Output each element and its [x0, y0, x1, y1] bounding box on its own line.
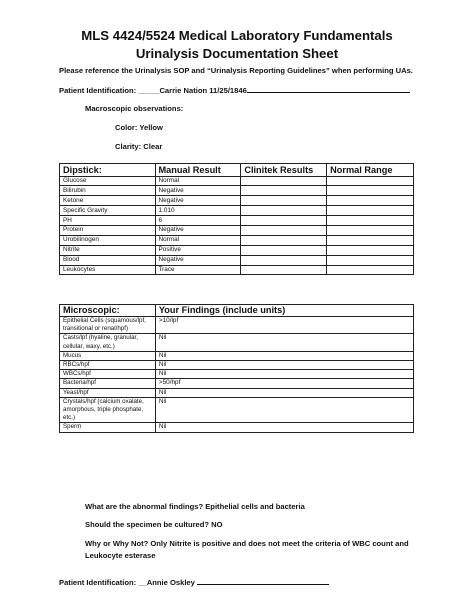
microscopic-item-name: Mucus: [60, 351, 156, 360]
normal-range-cell: [327, 206, 414, 216]
microscopic-item-name: Sperm: [60, 423, 156, 432]
normal-range-header: Normal Range: [327, 164, 414, 177]
dipstick-test-name: Ketone: [60, 196, 156, 206]
dipstick-test-name: Leukocytes: [60, 265, 156, 275]
microscopic-row: [60, 317, 414, 334]
manual-result-cell: Negative: [155, 196, 241, 206]
microscopic-row: [60, 351, 414, 360]
dipstick-test-name: Protein: [60, 225, 156, 235]
microscopic-row: [60, 397, 414, 423]
microscopic-table: [59, 304, 414, 433]
dipstick-row: [60, 186, 414, 196]
finding-cell: Nil: [155, 334, 413, 351]
clinitek-results-header: Clinitek Results: [241, 164, 327, 177]
finding-cell: Nil: [155, 361, 413, 370]
findings-header: Your Findings (include units): [155, 305, 413, 317]
finding-cell: >50/hpf: [155, 379, 413, 388]
microscopic-item-name: Crystals/hpf (calcium oxalate, amorphous, triple phosphate, etc.): [60, 397, 156, 423]
clinitek-result-cell: [241, 176, 327, 186]
microscopic-row: [60, 423, 414, 432]
microscopic-row: [60, 361, 414, 370]
dipstick-table: [59, 163, 414, 275]
dipstick-row: [60, 235, 414, 245]
microscopic-item-name: Bacteria/hpf: [60, 379, 156, 388]
document-subtitle: Urinalysis Documentation Sheet: [135, 46, 339, 61]
microscopic-row: [60, 334, 414, 351]
manual-result-header: Manual Result: [155, 164, 241, 177]
clinitek-result-cell: [241, 225, 327, 235]
macroscopic-color: Color: Yellow: [115, 123, 163, 132]
clinitek-result-cell: [241, 206, 327, 216]
normal-range-cell: [327, 265, 414, 275]
microscopic-row: [60, 388, 414, 397]
dipstick-header-row: [60, 164, 414, 177]
normal-range-cell: [327, 235, 414, 245]
manual-result-cell: Negative: [155, 255, 241, 265]
dipstick-row: [60, 176, 414, 186]
question-culture: Should the specimen be cultured? NO: [85, 520, 223, 529]
manual-result-cell: Trace: [155, 265, 241, 275]
microscopic-header: Microscopic:: [60, 305, 156, 317]
finding-cell: Nil: [155, 397, 413, 423]
manual-result-cell: Negative: [155, 225, 241, 235]
dipstick-test-name: Bilirubin: [60, 186, 156, 196]
dipstick-test-name: PH: [60, 216, 156, 226]
microscopic-header-row: [60, 305, 414, 317]
finding-cell: Nil: [155, 351, 413, 360]
finding-cell: Nil: [155, 370, 413, 379]
macroscopic-heading: Macroscopic observations:: [85, 104, 184, 113]
normal-range-cell: [327, 255, 414, 265]
patient-id-value: Annie Oskley: [146, 578, 197, 587]
dipstick-header: Dipstick:: [60, 164, 156, 177]
dipstick-row: [60, 225, 414, 235]
microscopic-item-name: RBCs/hpf: [60, 361, 156, 370]
dipstick-test-name: Glucose: [60, 176, 156, 186]
dipstick-row: [60, 265, 414, 275]
question-abnormal-findings: What are the abnormal findings? Epithelial cells and bacteria: [85, 502, 305, 511]
patient-id-underline: [247, 85, 410, 93]
manual-result-cell: Normal: [155, 176, 241, 186]
patient-identification-1: [59, 85, 410, 95]
manual-result-cell: 1.010: [155, 206, 241, 216]
patient-id-label: Patient Identification: __: [59, 578, 147, 587]
dipstick-row: [60, 255, 414, 265]
dipstick-test-name: Specific Gravity: [60, 206, 156, 216]
clinitek-result-cell: [241, 245, 327, 255]
clinitek-result-cell: [241, 196, 327, 206]
finding-cell: >10/lpf: [155, 317, 413, 334]
manual-result-cell: Positive: [155, 245, 241, 255]
dipstick-test-name: Blood: [60, 255, 156, 265]
manual-result-cell: Negative: [155, 186, 241, 196]
clinitek-result-cell: [241, 255, 327, 265]
patient-id-label: Patient Identification: _____: [59, 86, 160, 95]
dipstick-test-name: Urobilinogen: [60, 235, 156, 245]
finding-cell: Nil: [155, 423, 413, 432]
patient-id-value: Carrie Nation 11/25/1846: [159, 86, 247, 95]
clinitek-result-cell: [241, 186, 327, 196]
question-why: Why or Why Not? Only Nitrite is positive and does not meet the criteria of WBC count and Leukocyte esterase: [85, 539, 409, 560]
reference-note: Please reference the Urinalysis SOP and “Urinalysis Reporting Guidelines” when performing UAs.: [59, 66, 413, 75]
microscopic-item-name: Casts/lpf (hyaline, granular, cellular, waxy, etc.): [60, 334, 156, 351]
microscopic-item-name: Yeast/hpf: [60, 388, 156, 397]
finding-cell: Nil: [155, 388, 413, 397]
clinitek-result-cell: [241, 235, 327, 245]
clinitek-result-cell: [241, 216, 327, 226]
dipstick-row: [60, 216, 414, 226]
normal-range-cell: [327, 225, 414, 235]
dipstick-row: [60, 196, 414, 206]
document-title: MLS 4424/5524 Medical Laboratory Fundamentals: [81, 28, 393, 43]
normal-range-cell: [327, 245, 414, 255]
normal-range-cell: [327, 196, 414, 206]
microscopic-item-name: WBCs/hpf: [60, 370, 156, 379]
manual-result-cell: Normal: [155, 235, 241, 245]
microscopic-row: [60, 370, 414, 379]
patient-identification-2: [59, 577, 329, 587]
clinitek-result-cell: [241, 265, 327, 275]
dipstick-test-name: Nitrite: [60, 245, 156, 255]
dipstick-row: [60, 245, 414, 255]
normal-range-cell: [327, 186, 414, 196]
normal-range-cell: [327, 176, 414, 186]
patient-id-underline: [197, 577, 329, 585]
microscopic-item-name: Epithelial Cells (squamous/lpf, transitional or renal/hpf): [60, 317, 156, 334]
normal-range-cell: [327, 216, 414, 226]
dipstick-row: [60, 206, 414, 216]
manual-result-cell: 6: [155, 216, 241, 226]
macroscopic-clarity: Clarity: Clear: [115, 142, 163, 151]
microscopic-row: [60, 379, 414, 388]
